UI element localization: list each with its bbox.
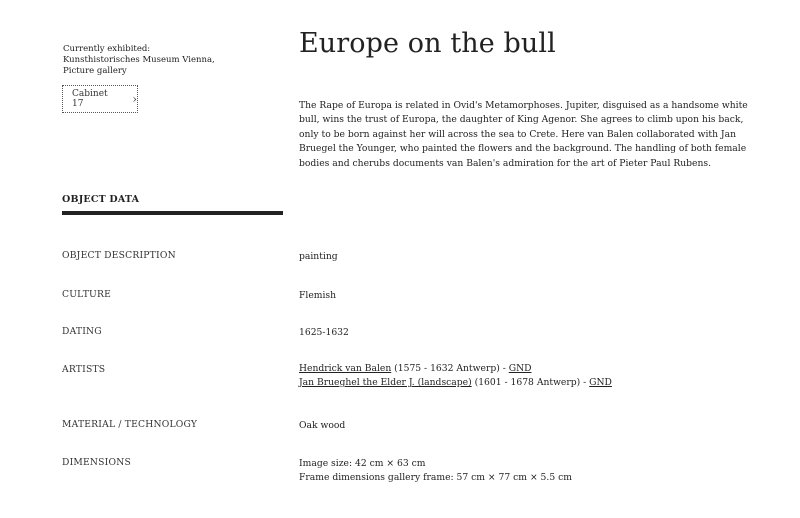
exhibition-info	[63, 44, 263, 77]
artist-link[interactable]: Jan Brueghel the Elder J. (landscape)	[299, 377, 472, 388]
artists-value	[299, 362, 612, 390]
gnd-link[interactable]: GND	[508, 363, 532, 374]
chevron-right-icon: ›	[132, 92, 137, 106]
dating-value: 1625-1632	[299, 327, 349, 338]
object-data-heading: OBJECT DATA	[62, 194, 140, 205]
gnd-link[interactable]: GND	[589, 377, 612, 388]
object-description-value: painting	[299, 251, 338, 262]
page-title: Europe on the bull	[299, 28, 556, 59]
artists-label: ARTISTS	[62, 364, 106, 375]
artist-entry	[299, 376, 612, 390]
section-divider	[62, 211, 283, 215]
dimensions-value	[299, 457, 572, 485]
artist-entry	[299, 362, 612, 376]
culture-value: Flemish	[299, 290, 337, 301]
frame-dimensions: Frame dimensions gallery frame: 57 cm × 77 cm × 5.5 cm	[299, 472, 572, 483]
dating-label: DATING	[62, 326, 102, 337]
exhibition-museum: Kunsthistorisches Museum Vienna,	[63, 55, 215, 65]
dimensions-label: DIMENSIONS	[62, 457, 131, 468]
artist-link[interactable]: Hendrick van Balen	[299, 363, 392, 374]
exhibition-gallery: Picture gallery	[63, 66, 127, 76]
object-description-label: OBJECT DESCRIPTION	[62, 250, 176, 261]
cabinet-label: Cabinet 17	[72, 89, 108, 109]
cabinet-link-button[interactable]	[62, 85, 138, 113]
exhibition-status: Currently exhibited:	[63, 44, 151, 54]
image-size: Image size: 42 cm × 63 cm	[299, 458, 426, 469]
artwork-description: The Rape of Europa is related in Ovid's Metamorphoses. Jupiter, disguised as a handsome white bull, wins the trust of Europa, the daughter of King Agenor. She agrees to climb upon his back, only to be born against her will across the sea to Crete. Here van Balen collaborated with Jan Bruegel the Younger, who painted the flowers and the background. The handling of both female bodies and cherubs documents van Balen's admiration for the art of Pieter Paul Rubens.	[299, 100, 748, 169]
culture-label: CULTURE	[62, 289, 112, 300]
artist-details: (1601 - 1678 Antwerp) -	[471, 377, 590, 388]
material-label: MATERIAL / TECHNOLOGY	[62, 419, 198, 430]
artist-details: (1575 - 1632 Antwerp) -	[391, 363, 509, 374]
material-value: Oak wood	[299, 420, 346, 431]
